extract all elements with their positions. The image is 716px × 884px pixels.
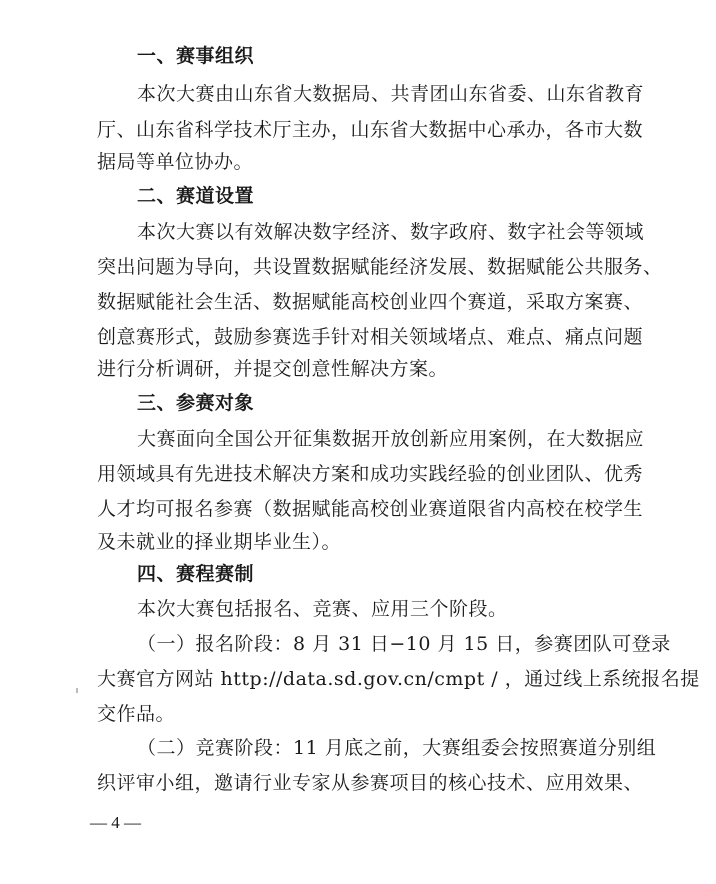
paragraph-line: 突出问题为导向，共设置数据赋能经济发展、数据赋能公共服务、 (97, 256, 663, 278)
section-heading-organization: 一、赛事组织 (137, 45, 255, 67)
paragraph-line: 本次大赛以有效解决数字经济、数字政府、数字社会等领域 (137, 221, 645, 243)
paragraph-line: 进行分析调研，并提交创意性解决方案。 (97, 358, 449, 380)
paragraph-line: 厅、山东省科学技术厅主办，山东省大数据中心承办，各市大数 (97, 119, 644, 141)
paragraph-line: 用领域具有先进技术解决方案和成功实践经验的创业团队、优秀 (97, 463, 644, 485)
paragraph-line: 创意赛形式，鼓励参赛选手针对相关领域堵点、难点、痛点问题 (97, 326, 644, 348)
paragraph-line: 本次大赛由山东省大数据局、共青团山东省委、山东省教育 (137, 83, 645, 105)
paragraph-line: 人才均可报名参赛（数据赋能高校创业赛道限省内高校在校学生 (97, 498, 644, 520)
paragraph-line: （一）报名阶段：8 月 31 日−10 月 15 日，参赛团队可登录 (137, 633, 671, 655)
paragraph-line: 织评审小组，邀请行业专家从参赛项目的核心技术、应用效果、 (97, 772, 644, 794)
paragraph-line: （二）竞赛阶段：11 月底之前，大赛组委会按照赛道分别组 (137, 737, 657, 759)
paragraph-line: 本次大赛包括报名、竞赛、应用三个阶段。 (137, 598, 508, 620)
paragraph-line: 大赛官方网站 http://data.sd.gov.cn/cmpt / ，通过线上系统报名提 (97, 668, 700, 690)
paragraph-line: 数据赋能社会生活、数据赋能高校创业四个赛道，采取方案赛、 (97, 291, 644, 313)
section-heading-participants: 三、参赛对象 (137, 392, 255, 414)
paragraph-line: 据局等单位协办。 (97, 151, 254, 173)
paragraph-line: 及未就业的择业期毕业生）。 (97, 531, 342, 553)
paragraph-line: 交作品。 (97, 703, 176, 725)
page-number: — 4 — (90, 813, 141, 832)
section-heading-schedule: 四、赛程赛制 (137, 563, 255, 585)
scan-speck (76, 688, 78, 693)
paragraph-line: 大赛面向全国公开征集数据开放创新应用案例，在大数据应 (137, 428, 645, 450)
section-heading-tracks: 二、赛道设置 (137, 185, 255, 207)
